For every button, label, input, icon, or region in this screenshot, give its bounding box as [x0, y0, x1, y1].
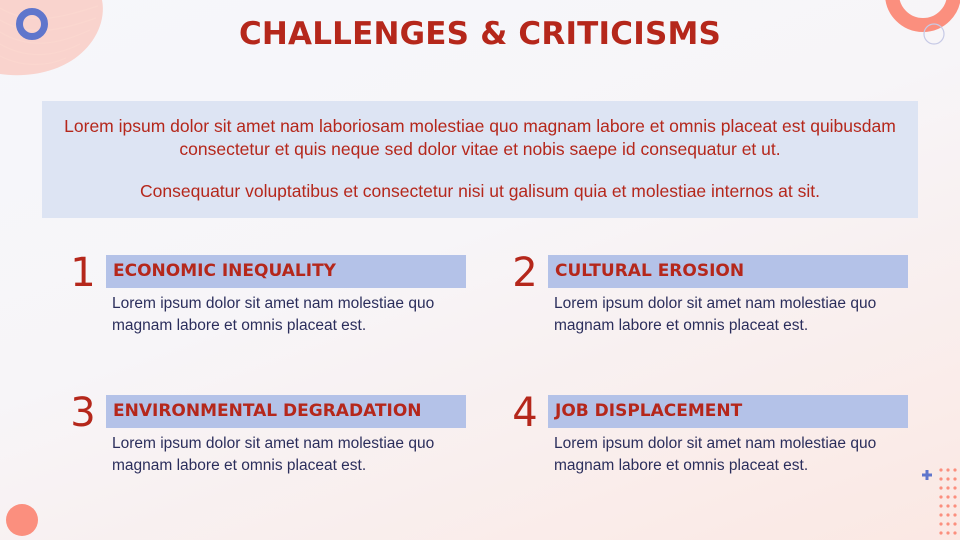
item-number: 3	[70, 390, 96, 436]
page-title: CHALLENGES & CRITICISMS	[238, 16, 722, 52]
item-number: 1	[70, 250, 96, 296]
decor-dot	[946, 513, 949, 516]
decor-dot	[939, 504, 942, 507]
filled-circle-bottom-left	[4, 503, 40, 539]
decor-dot	[953, 513, 956, 516]
decor-dot	[946, 531, 949, 534]
item-heading: CULTURAL EROSION	[548, 255, 908, 288]
decor-dot	[939, 531, 942, 534]
decor-dot	[953, 495, 956, 498]
item-description: Lorem ipsum dolor sit amet nam molestiae quo magnam labore et omnis placeat est.	[554, 295, 877, 334]
item-heading: JOB DISPLACEMENT	[548, 395, 908, 428]
item-heading: ECONOMIC INEQUALITY	[106, 255, 466, 288]
decor-dot	[953, 468, 956, 471]
item-number: 2	[512, 250, 538, 296]
decor-dot	[953, 522, 956, 525]
decor-dot	[946, 504, 949, 507]
item-description: Lorem ipsum dolor sit amet nam molestiae quo magnam labore et omnis placeat est.	[554, 435, 877, 474]
item-heading: ENVIRONMENTAL DEGRADATION	[106, 395, 466, 428]
decor-dot	[953, 504, 956, 507]
challenge-item-3	[70, 390, 506, 495]
decor-dot	[946, 522, 949, 525]
decor-dot	[953, 531, 956, 534]
decor-dot	[946, 495, 949, 498]
challenge-item-1	[70, 250, 506, 355]
decor-dot	[939, 513, 942, 516]
challenge-item-2	[512, 250, 948, 355]
decor-dot	[939, 495, 942, 498]
challenge-item-4	[512, 390, 948, 495]
item-number: 4	[512, 390, 538, 436]
intro-paragraph: Lorem ipsum dolor sit amet nam laboriosam molestiae quo magnam labore et omnis placeat est quibusdam consectetur et quis neque sed dolor vitae et nobis saepe id consequatur et ut.	[64, 116, 896, 159]
decor-dot	[953, 477, 956, 480]
item-description: Lorem ipsum dolor sit amet nam molestiae quo magnam labore et omnis placeat est.	[112, 295, 435, 334]
decor-dot	[953, 486, 956, 489]
item-description: Lorem ipsum dolor sit amet nam molestiae quo magnam labore et omnis placeat est.	[112, 435, 435, 474]
intro-box	[42, 101, 918, 218]
decor-dot	[939, 522, 942, 525]
intro-paragraph: Consequatur voluptatibus et consectetur nisi ut galisum quia et molestiae internos at sit.	[140, 181, 820, 201]
